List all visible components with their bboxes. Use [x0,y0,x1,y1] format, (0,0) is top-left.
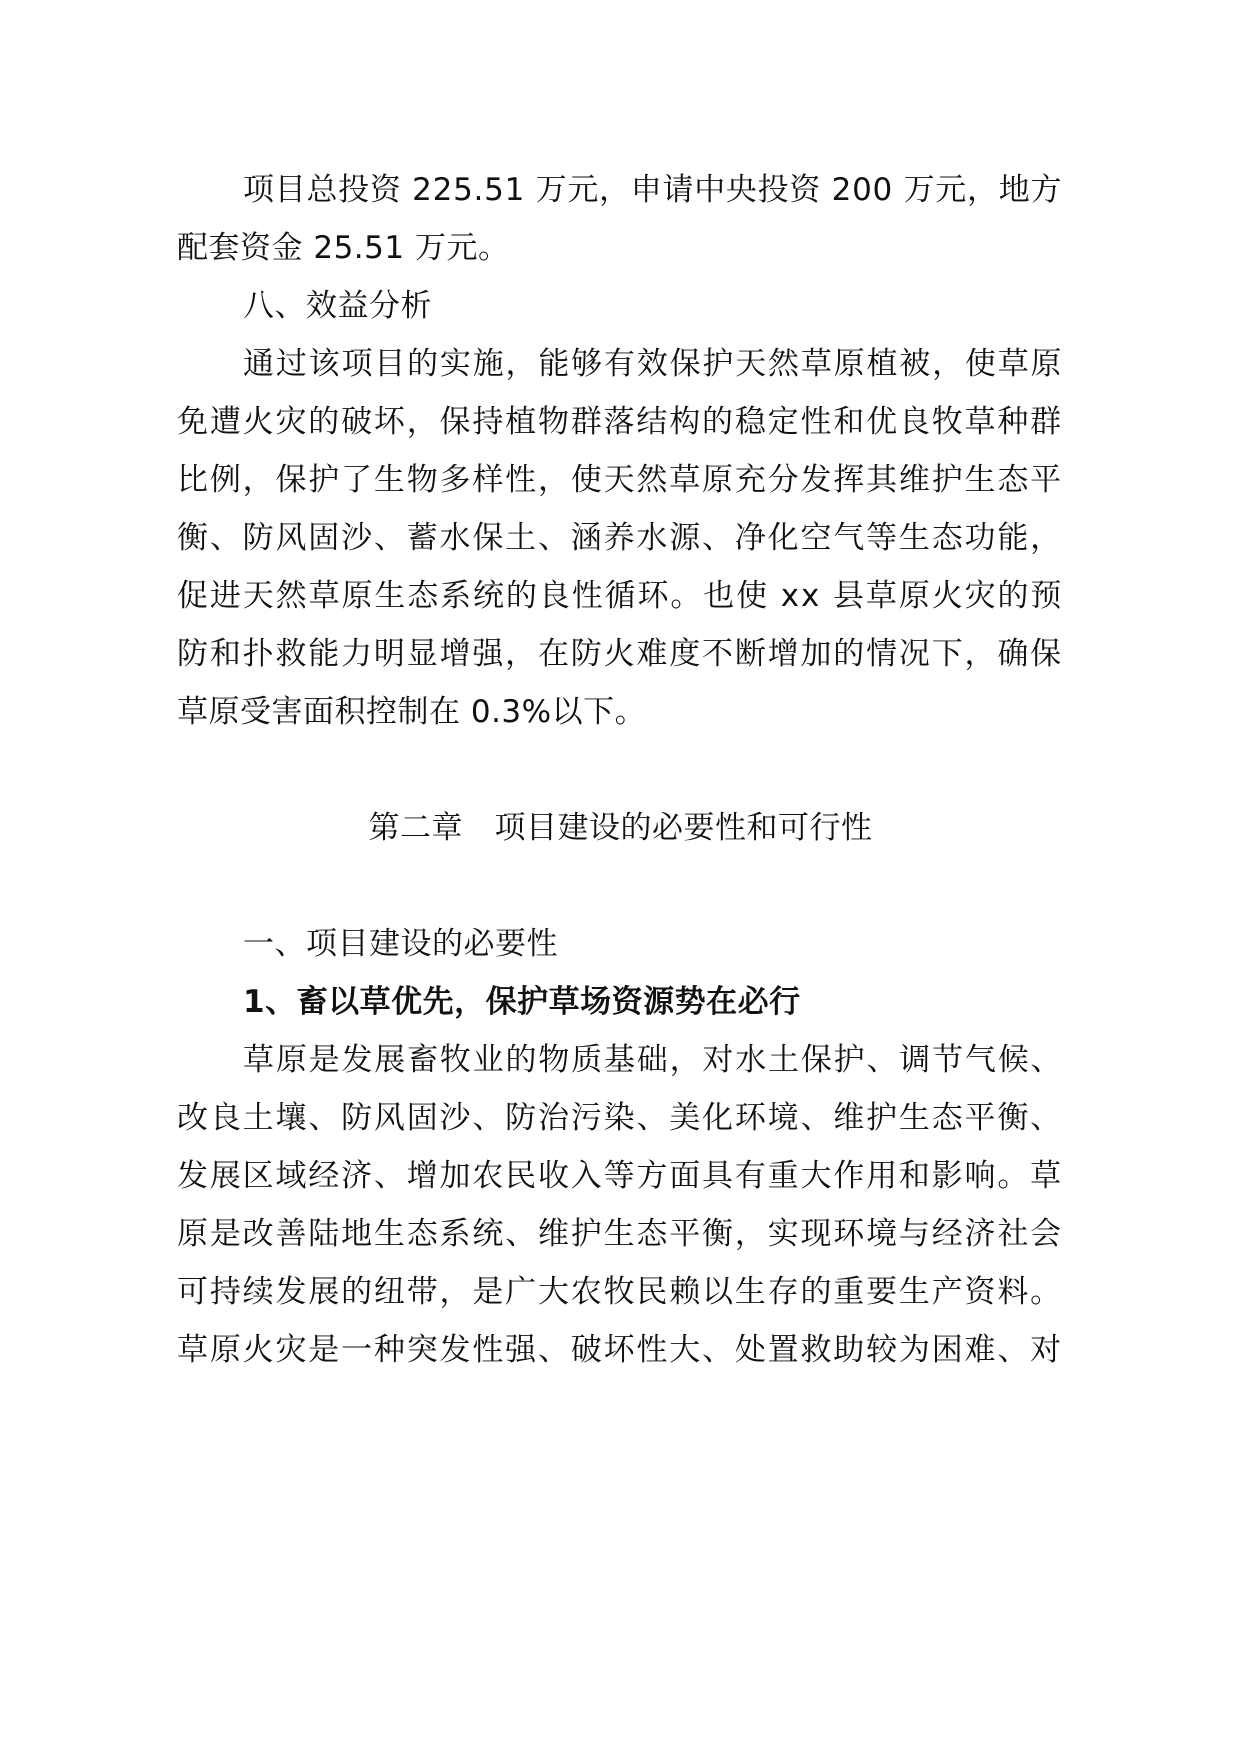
section-heading: 一、项目建设的必要性 [243,926,558,962]
body-line: 免 遭 火 灾 的 破 坏 ， 保 持 植 物 群 落 结 构 的 稳 定 性 和 优 良 牧 草 种 群 [177,404,1062,440]
body-line: 衡 、 防 风 固 沙 、 蓄 水 保 土 、 涵 养 水 源 、 净 化 空 气 等 生 态 功 能 ， [177,520,1062,556]
body-line: 可 持 续 发 展 的 纽 带 ， 是 广 大 农 牧 民 赖 以 生 存 的 重 要 生 产 资 料 。 [177,1274,1062,1310]
body-line: 防 和 扑 救 能 力 明 显 增 强 ， 在 防 火 难 度 不 断 增 加 的 情 况 下 ， 确 保 [177,636,1062,672]
body-line: 原 是 改 善 陆 地 生 态 系 统 、 维 护 生 态 平 衡 ， 实 现 环 境 与 经 济 社 会 [177,1216,1062,1252]
body-line: 草原受害面积控制在 0.3%以下。 [177,694,647,730]
body-line: 项 目 总 投 资 2 2 5 . 5 1 万 元 ， 申 请 中 央 投 资 2 0 0 万 元 ， 地 方 [243,172,1062,208]
section-heading: 八、效益分析 [243,288,432,324]
subsection-heading: 1、畜以草优先，保护草场资源势在必行 [243,984,801,1020]
body-line: 通 过 该 项 目 的 实 施 ， 能 够 有 效 保 护 天 然 草 原 植 被 ， 使 草 原 [243,346,1062,382]
body-line: 配套资金 25.51 万元。 [177,230,510,266]
body-line: 草 原 是 发 展 畜 牧 业 的 物 质 基 础 ， 对 水 土 保 护 、 调 节 气 候 、 [243,1042,1062,1078]
body-line: 比 例 ， 保 护 了 生 物 多 样 性 ， 使 天 然 草 原 充 分 发 挥 其 维 护 生 态 平 [177,462,1062,498]
body-line: 促 进 天 然 草 原 生 态 系 统 的 良 性 循 环 。 也 使 x x 县 草 原 火 灾 的 预 [177,578,1062,614]
body-line: 改 良 土 壤 、 防 风 固 沙 、 防 治 污 染 、 美 化 环 境 、 维 护 生 态 平 衡 、 [177,1100,1062,1136]
body-line: 草 原 火 灾 是 一 种 突 发 性 强 、 破 坏 性 大 、 处 置 救 助 较 为 困 难 、 对 [177,1332,1062,1368]
chapter-title: 第二章 项目建设的必要性和可行性 [368,810,873,846]
body-line: 发 展 区 域 经 济 、 增 加 农 民 收 入 等 方 面 具 有 重 大 作 用 和 影 响 。 草 [177,1158,1062,1194]
